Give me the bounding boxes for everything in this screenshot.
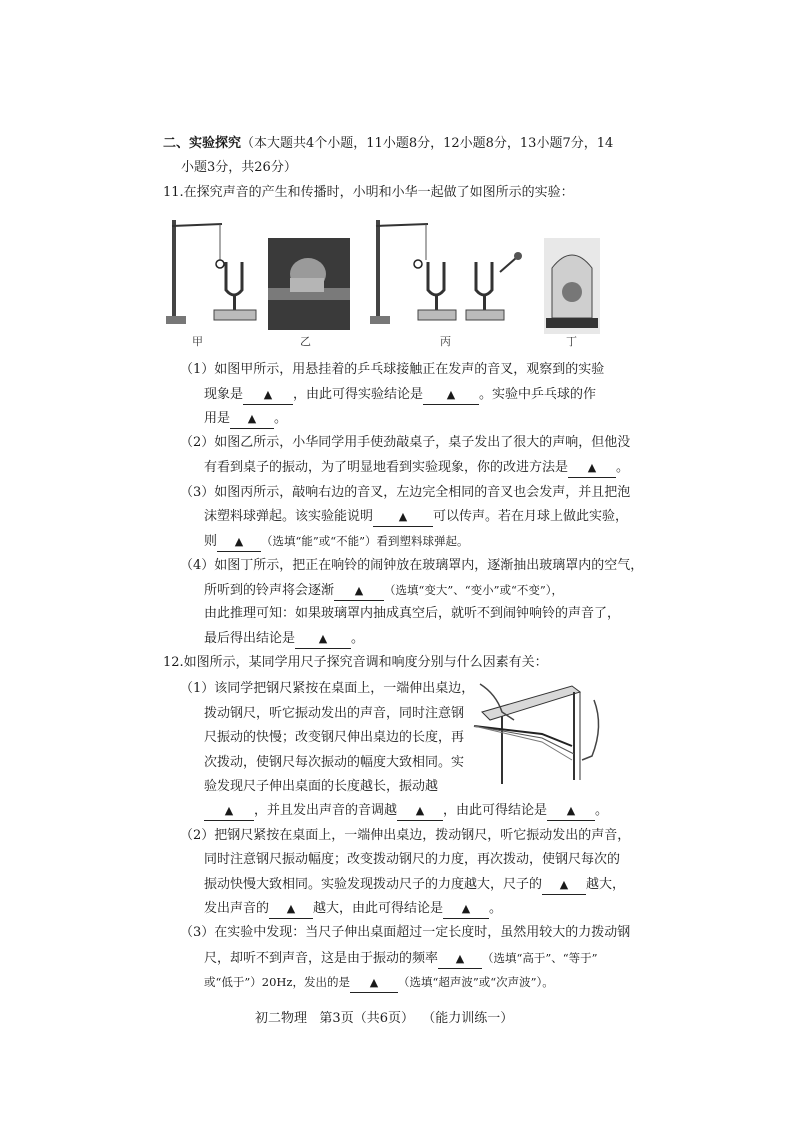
blank-mark: ▲ <box>369 976 379 989</box>
q12-p2-text: 振动快慢大致相同。实验发现拨动尺子的力度越大，尺子的 <box>204 877 543 892</box>
q11-p1-text: 。 <box>274 411 288 426</box>
blank-mark: ▲ <box>318 632 328 645</box>
q11-stem: 11.在探究声音的产生和传播时，小明和小华一起做了如图所示的实验： <box>163 185 574 200</box>
q11-p4-text: 最后得出结论是 <box>204 631 296 646</box>
q12-p2-l2: 同时注意钢尺振动幅度；改变拨动钢尺的力度，再次拨动，使钢尺每次的 <box>204 852 621 867</box>
figure-ding <box>544 238 600 334</box>
blank-mark: ▲ <box>415 804 425 817</box>
q11-p2-l2 <box>204 459 629 478</box>
section-desc-2: 小题3分，共26分） <box>181 160 297 175</box>
answer-blank[interactable] <box>243 386 293 405</box>
q12-p1-l4: 次拨动，使钢尺每次振动的幅度大致相同。实 <box>204 755 465 770</box>
q11-p4-l1: （4）如图丁所示，把正在响铃的闹钟放在玻璃罩内，逐渐抽出玻璃罩内的空气， <box>180 558 644 573</box>
answer-blank[interactable] <box>547 802 595 821</box>
q12-p1-l1: （1）该同学把钢尺紧按在桌面上，一端伸出桌边， <box>180 681 475 696</box>
blank-mark: ▲ <box>461 902 471 915</box>
blank-mark: ▲ <box>398 510 408 523</box>
q11-p4-text: 。 <box>351 631 365 646</box>
section-title: 二、实验探究 <box>163 136 242 151</box>
q11-p3-l2 <box>204 508 628 527</box>
q11-p1-text: 。实验中乒乓球的作 <box>479 387 597 402</box>
q11-p3-text: 则 <box>204 534 218 549</box>
figure-yi <box>268 238 350 330</box>
blank-mark: ▲ <box>566 804 576 817</box>
answer-blank[interactable] <box>295 630 351 649</box>
q12-p2-text: 越大， <box>586 877 626 892</box>
fig-label-ding: 丁 <box>566 335 577 348</box>
q11-p1-l1: （1）如图甲所示，用悬挂着的乒乓球接触正在发声的音叉，观察到的实验 <box>180 362 605 377</box>
fig-label-yi: 乙 <box>300 335 311 348</box>
figure-jia <box>162 212 257 332</box>
q12-p2-l4 <box>204 900 502 919</box>
blank-mark: ▲ <box>587 461 597 474</box>
q12-p3-l2 <box>204 949 598 969</box>
q12-p1-text: ，并且发出声音的音调越 <box>254 803 398 818</box>
q11-p2-text: 有看到桌子的振动，为了明显地看到实验现象，你的改进方法是 <box>204 460 569 475</box>
answer-blank[interactable] <box>230 410 274 429</box>
q11-p1-l3 <box>204 410 287 429</box>
fig-label-jia: 甲 <box>192 335 203 348</box>
section-header <box>163 135 613 153</box>
q11-p2-text: 。 <box>616 460 630 475</box>
blank-mark: ▲ <box>224 804 234 817</box>
q11-p3-text: 沫塑料球弹起。该实验能说明 <box>204 509 374 524</box>
q12-p3-l3 <box>204 973 554 993</box>
q12-p2-text: 发出声音的 <box>204 901 270 916</box>
q11-p1-text: 现象是 <box>204 387 244 402</box>
blank-mark: ▲ <box>263 388 273 401</box>
answer-blank[interactable] <box>438 950 482 969</box>
q11-p4-l3: 由此推理可知：如果玻璃罩内抽成真空后，就听不到闹钟响铃的声音了， <box>204 606 621 621</box>
q12-stem: 12.如图所示，某同学用尺子探究音调和响度分别与什么因素有关： <box>163 655 548 670</box>
q11-p4-l2 <box>204 581 563 601</box>
blank-mark: ▲ <box>455 952 465 965</box>
answer-blank[interactable] <box>568 459 616 478</box>
q11-p3-text: 可以传声。若在月球上做此实验， <box>433 509 629 524</box>
fig-label-bing: 丙 <box>440 335 451 348</box>
q12-p3-l1: （3）在实验中发现：当尺子伸出桌面超过一定长度时，虽然用较大的力拨动钢 <box>180 925 631 940</box>
answer-blank[interactable] <box>397 802 443 821</box>
q12-p2-text: 越大，由此可得结论是 <box>313 901 444 916</box>
section-desc-1: （本大题共4个小题，11小题8分，12小题8分，13小题7分，14 <box>241 136 614 151</box>
q11-p1-text: 用是 <box>204 411 231 426</box>
answer-blank[interactable] <box>373 508 433 527</box>
q12-p3-text: （选填“高于”、“等于” <box>482 951 598 965</box>
q11-p3-l3 <box>204 532 469 552</box>
q12-p1-text: ，由此可得结论是 <box>443 803 548 818</box>
answer-blank[interactable] <box>334 582 384 601</box>
q12-p2-l1: （2）把钢尺紧按在桌面上，一端伸出桌边，拨动钢尺，听它振动发出的声音， <box>180 828 631 843</box>
answer-blank[interactable] <box>350 974 398 993</box>
q12-p1-l5: 验发现尺子伸出桌面的长度越长，振动越 <box>204 779 439 794</box>
q11-p4-text: （选填“变大”、“变小”或“不变”）， <box>384 583 564 597</box>
footer-page-number: 第3页（共6页） <box>319 1011 414 1026</box>
q11-p4-text: 所听到的铃声将会逐渐 <box>204 583 335 598</box>
answer-blank[interactable] <box>542 876 586 895</box>
page-footer <box>255 1010 513 1028</box>
answer-blank[interactable] <box>423 386 479 405</box>
blank-mark: ▲ <box>354 584 364 597</box>
q11-p2-l1: （2）如图乙所示，小华同学用手使劲敲桌子，桌子发出了很大的声响，但他没 <box>180 435 631 450</box>
answer-blank[interactable] <box>204 802 254 821</box>
q11-p1-text: ，由此可得实验结论是 <box>293 387 424 402</box>
answer-blank[interactable] <box>217 533 261 552</box>
q12-p3-text: 或“低于”）20Hz，发出的是 <box>204 975 350 989</box>
footer-subject: 初二物理 <box>255 1011 308 1026</box>
q11-p3-text: （选填“能”或“不能”）看到塑料球弹起。 <box>261 534 469 548</box>
q11-p4-l4 <box>204 630 364 649</box>
blank-mark: ▲ <box>247 412 257 425</box>
figure-bing <box>368 212 528 332</box>
q11-p3-l1: （3）如图丙所示，敲响右边的音叉，左边完全相同的音叉也会发声，并且把泡 <box>180 485 631 500</box>
answer-blank[interactable] <box>443 900 489 919</box>
figure-ruler <box>462 676 612 788</box>
q12-p1-l2: 拨动钢尺，听它振动发出的声音，同时注意钢 <box>204 706 465 721</box>
q12-p1-l6 <box>204 802 608 821</box>
q12-p3-text: 尺，却听不到声音，这是由于振动的频率 <box>204 951 439 966</box>
blank-mark: ▲ <box>446 388 456 401</box>
q12-p3-text: （选填“超声波”或“次声波”）。 <box>397 975 554 989</box>
blank-mark: ▲ <box>234 535 244 548</box>
q12-p2-l3 <box>204 876 625 895</box>
q12-p2-text: 。 <box>489 901 503 916</box>
q12-p1-l3: 尺振动的快慢；改变钢尺伸出桌边的长度，再 <box>204 730 465 745</box>
blank-mark: ▲ <box>286 902 296 915</box>
answer-blank[interactable] <box>269 900 313 919</box>
blank-mark: ▲ <box>559 878 569 891</box>
q12-p1-text: 。 <box>595 803 609 818</box>
q11-p1-l2 <box>204 386 596 405</box>
footer-note: （能力训练一） <box>422 1011 514 1026</box>
